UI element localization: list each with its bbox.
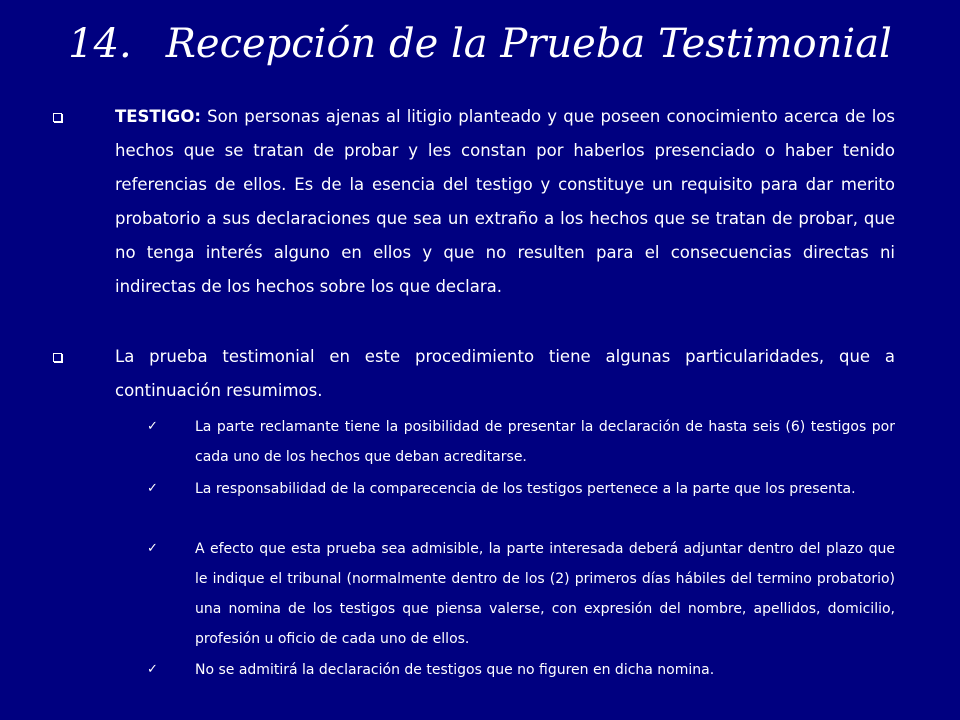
title-number: 14. (68, 21, 132, 67)
checkmark-icon: ✓ (147, 481, 158, 496)
subitem-no-admitira (147, 655, 895, 685)
subitem-nomina (147, 534, 895, 654)
subitem-text: No se admitirá la declaración de testigos que no figuren en dicha nomina. (195, 662, 715, 678)
bullet-text: La prueba testimonial en este procedimiento tiene algunas particularidades, que a continuación resumimos. (115, 347, 895, 400)
checkmark-icon: ✓ (147, 419, 158, 434)
checkmark-icon: ✓ (147, 662, 158, 677)
bullet-particularidades (115, 340, 895, 408)
square-bullet-icon (53, 113, 62, 122)
subitem-seis-testigos (147, 412, 895, 472)
subitem-text: La parte reclamante tiene la posibilidad de presentar la declaración de hasta seis (6) testigos por cada uno de los hechos que deban acreditarse. (195, 419, 895, 465)
title-text: Recepción de la Prueba Testimonial (165, 21, 892, 67)
slide-title (0, 14, 960, 74)
bullet-text: Son personas ajenas al litigio planteado y que poseen conocimiento acerca de los hechos que se tratan de probar y les constan por haberlos presenciado o haber tenido referencias de ellos. Es de la esencia del testigo y constituye un requisito para dar merito probatorio a sus declaraciones que sea un extraño a los hechos que se tratan de probar, que no tenga interés alguno en ellos y que no resulten para el consecuencias directas ni indirectas de los hechos sobre los que declara. (115, 107, 895, 296)
subitem-comparecencia (147, 474, 895, 504)
bullet-term: TESTIGO: (115, 107, 201, 126)
bullet-testigo (115, 100, 895, 304)
checkmark-icon: ✓ (147, 541, 158, 556)
square-bullet-icon (53, 353, 62, 362)
subitem-text: A efecto que esta prueba sea admisible, la parte interesada deberá adjuntar dentro del plazo que le indique el tribunal (normalmente dentro de los (2) primeros días hábiles del termino probatorio) una nomina de los testigos que piensa valerse, con expresión del nombre, apellidos, domicilio, profesión u oficio de cada uno de ellos. (195, 541, 895, 647)
subitem-text: La responsabilidad de la comparecencia de los testigos pertenece a la parte que los presenta. (195, 481, 856, 497)
